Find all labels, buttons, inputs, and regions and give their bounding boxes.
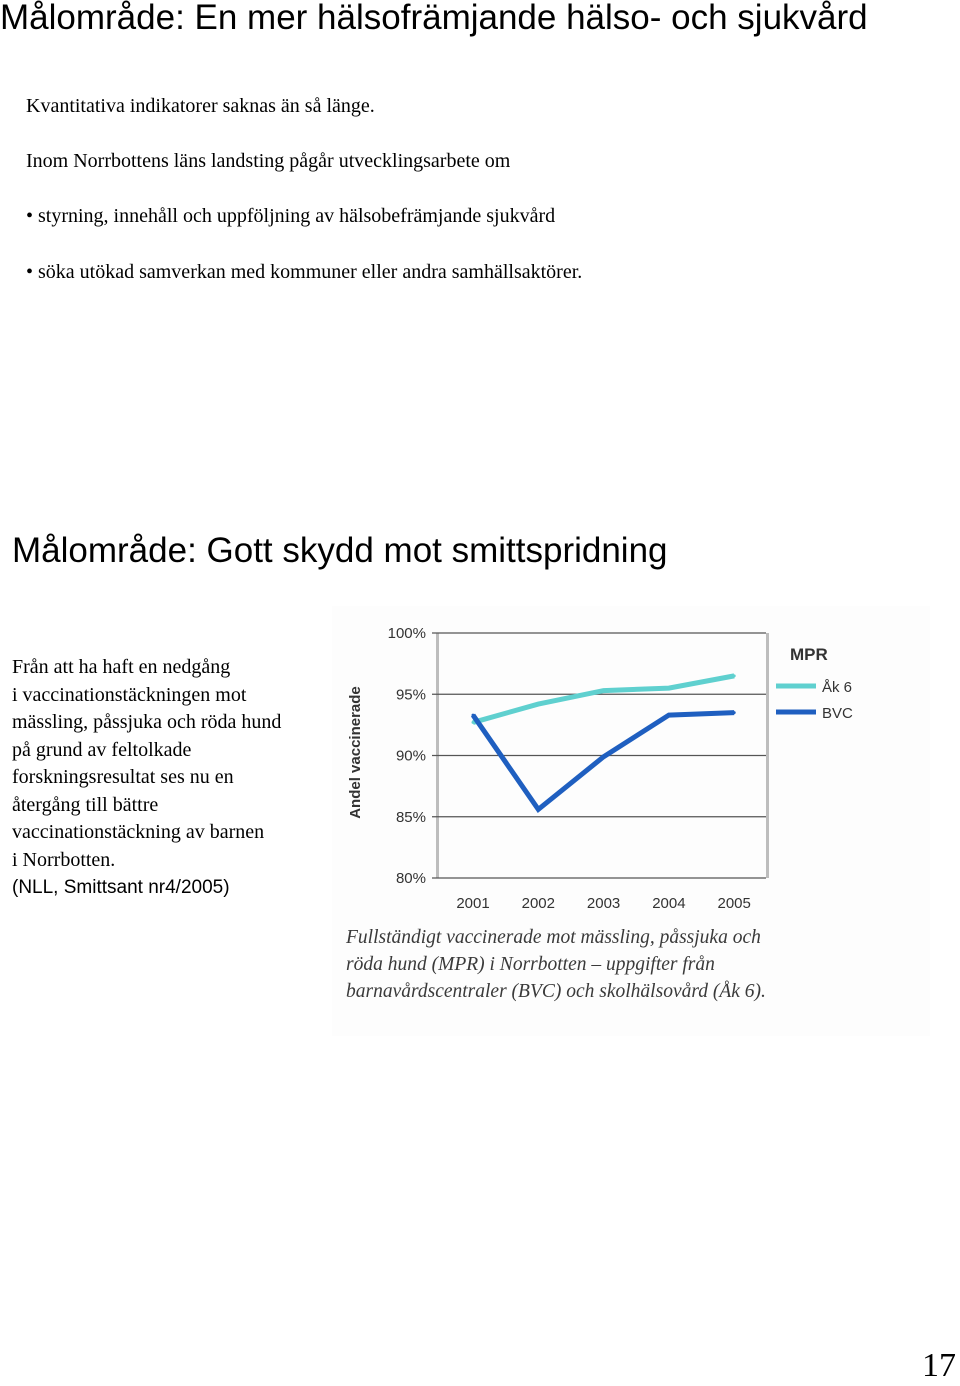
data-point: [667, 714, 670, 717]
legend-label: BVC: [822, 705, 853, 722]
data-point: [667, 687, 670, 690]
caption-line: röda hund (MPR) i Norrbotten – uppgifter från: [346, 954, 715, 975]
section-body: [12, 654, 332, 902]
x-tick-label: 2004: [652, 895, 686, 912]
data-point: [602, 689, 605, 692]
x-tick-label: 2003: [586, 895, 621, 912]
body-line: återgång till bättre: [12, 793, 159, 816]
data-point: [537, 703, 540, 706]
body-line: på grund av feltolkade: [12, 738, 192, 761]
y-tick-label: 85%: [395, 808, 426, 826]
data-point: [472, 714, 475, 717]
body-line: i Norrbotten.: [12, 848, 116, 871]
bullet-symbol: •: [26, 261, 34, 283]
plot-right-border: [766, 633, 769, 878]
y-tick-label: 100%: [387, 625, 426, 642]
vaccination-line-chart: [332, 606, 930, 916]
legend-label: Åk 6: [822, 679, 853, 696]
bullet-item: [26, 204, 555, 228]
y-tick-label: 90%: [395, 747, 426, 765]
bullet-symbol: •: [26, 205, 34, 227]
y-axis-title: Andel vaccinerade: [347, 686, 364, 819]
y-tick-label: 95%: [395, 686, 426, 704]
body-line: i vaccinationstäckningen mot: [12, 683, 247, 706]
body-line: Från att ha haft en nedgång: [12, 656, 231, 678]
x-tick-label: 2005: [717, 895, 751, 912]
intro-text-2: Inom Norrbottens läns landsting pågår utvecklingsarbete om: [26, 150, 511, 172]
data-point: [602, 755, 605, 758]
section-title: Målområde: Gott skydd mot smittspridning: [12, 531, 668, 570]
data-point: [537, 808, 540, 811]
x-tick-label: 2002: [521, 895, 555, 912]
legend-title: MPR: [790, 645, 828, 664]
y-tick-label: 80%: [395, 870, 426, 887]
page-title: Målområde: En mer hälsofrämjande hälso- och sjukvård: [0, 0, 868, 37]
data-point: [733, 711, 736, 714]
series-line-bvc: [473, 713, 734, 810]
caption-line: Fullständigt vaccinerade mot mässling, påssjuka och: [346, 927, 761, 948]
bullet-text: styrning, innehåll och uppföljning av hälsobefrämjande sjukvård: [38, 205, 556, 227]
data-point: [472, 721, 475, 724]
citation: (NLL, Smittsant nr4/2005): [12, 877, 230, 898]
body-line: forskningsresultat ses nu en: [12, 766, 234, 788]
intro-text: Kvantitativa indikatorer saknas än så länge.: [26, 95, 375, 117]
page-number: 17: [922, 1347, 956, 1384]
x-tick-label: 2001: [456, 895, 490, 912]
vaccination-chart-figure: [332, 606, 930, 1036]
data-point: [733, 674, 736, 677]
bullet-text: söka utökad samverkan med kommuner eller andra samhällsaktörer.: [38, 261, 583, 283]
body-line: mässling, påssjuka och röda hund: [12, 711, 282, 733]
caption-line: barnavårdscentraler (BVC) och skolhälsovård (Åk 6).: [346, 981, 766, 1002]
bullet-item: [26, 260, 582, 284]
body-line: vaccinationstäckning av barnen: [12, 821, 265, 843]
chart-caption: [346, 924, 926, 1005]
